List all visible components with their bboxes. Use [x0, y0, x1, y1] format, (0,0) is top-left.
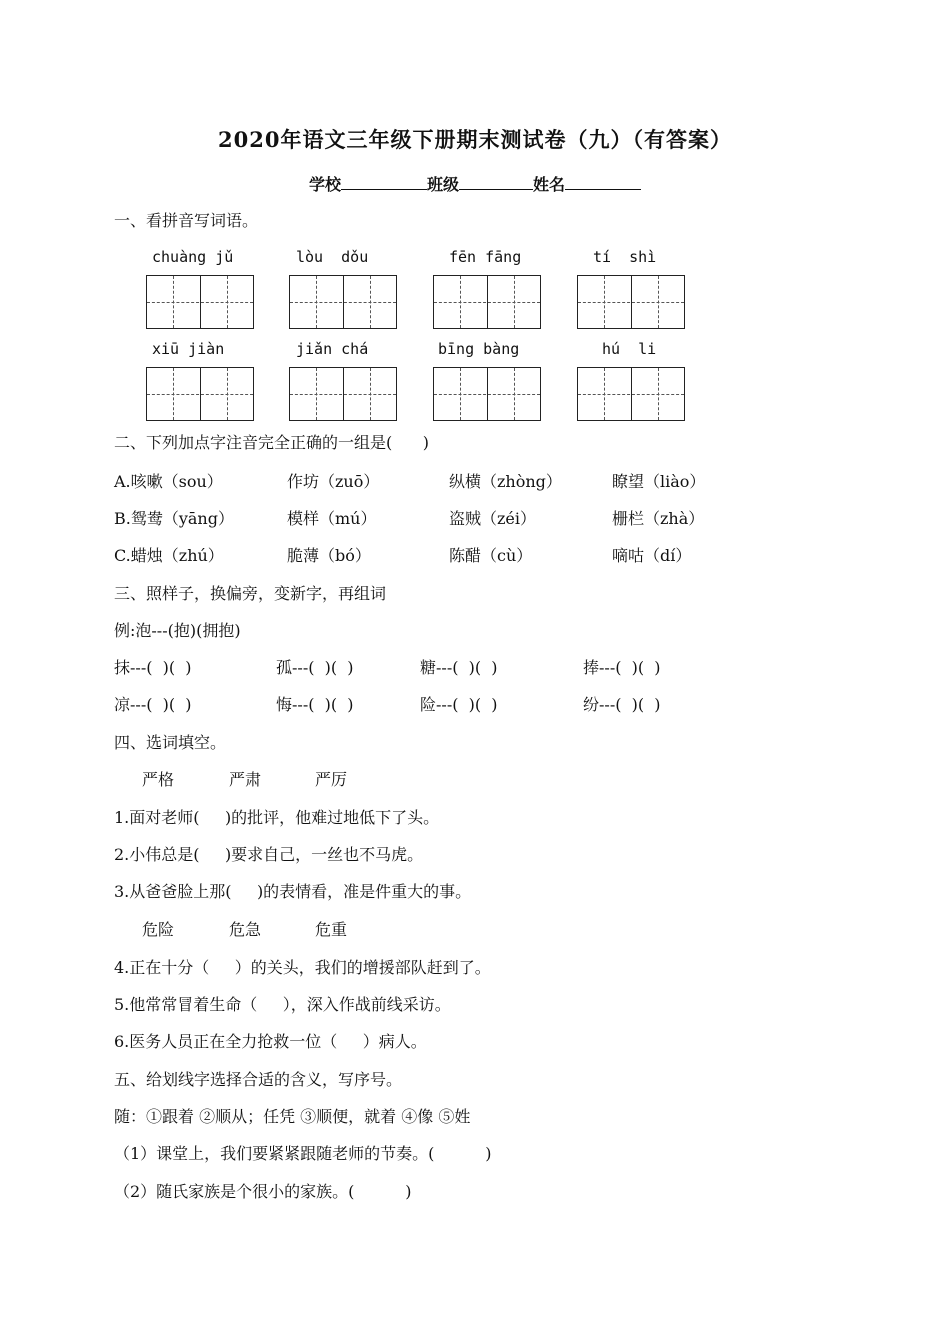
name-label: 姓名 — [533, 175, 566, 194]
fill-question[interactable]: 2.小伟总是( )要求自己，一丝也不马虎。 — [114, 845, 424, 864]
option-c-item: 嘀咕（dí） — [612, 546, 692, 565]
section3-heading: 三、照样子，换偏旁，变新字，再组词 — [114, 584, 387, 603]
option-b-item: B.鸳鸯（yāng） — [114, 509, 234, 528]
option-b-item: 栅栏（zhà） — [612, 509, 705, 528]
page-title: 2020年语文三年级下册期末测试卷（九）（有答案） — [218, 127, 732, 152]
radical-item[interactable]: 抹---( )( ) — [114, 658, 192, 677]
pinyin-label: jiǎn chá — [296, 340, 369, 358]
pinyin-label: tí shì — [593, 248, 657, 266]
section1-heading: 一、看拼音写词语。 — [114, 211, 259, 230]
radical-item[interactable]: 凉---( )( ) — [114, 695, 192, 714]
word-choice: 危重 — [315, 920, 348, 939]
word-choice: 危急 — [229, 920, 262, 939]
option-b-item: 盗贼（zéi） — [449, 509, 537, 528]
radical-item[interactable]: 孤---( )( ) — [276, 658, 354, 677]
fill-question[interactable]: 4.正在十分（ ）的关头，我们的增援部队赶到了。 — [114, 958, 491, 977]
fill-question[interactable]: 5.他常常冒着生命（ ），深入作战前线采访。 — [114, 995, 451, 1014]
writing-grid[interactable] — [433, 275, 541, 329]
pinyin-label: fēn fāng — [449, 248, 522, 266]
meaning-list: 随：①跟着 ②顺从；任凭 ③顺便，就着 ④像 ⑤姓 — [114, 1107, 471, 1126]
section5-heading: 五、给划线字选择合适的含义，写序号。 — [114, 1070, 403, 1089]
word-choice: 严厉 — [315, 770, 348, 789]
radical-item[interactable]: 糖---( )( ) — [420, 658, 498, 677]
section4-heading: 四、选词填空。 — [114, 733, 227, 752]
school-label: 学校 — [308, 175, 341, 194]
writing-grid[interactable] — [146, 275, 254, 329]
writing-grid[interactable] — [433, 367, 541, 421]
radical-item[interactable]: 捧---( )( ) — [583, 658, 661, 677]
option-c-item: C.蜡烛（zhú） — [114, 546, 224, 565]
meaning-question[interactable]: （1）课堂上，我们要紧紧跟随老师的节奏。( ) — [114, 1144, 492, 1163]
example-line: 例:泡---(抱)(拥抱) — [114, 621, 241, 640]
word-choice: 严肃 — [229, 770, 262, 789]
writing-grid[interactable] — [577, 275, 685, 329]
name-blank[interactable] — [565, 175, 641, 190]
writing-grid[interactable] — [289, 275, 397, 329]
writing-grid[interactable] — [577, 367, 685, 421]
option-a-item: 作坊（zuō） — [287, 472, 380, 491]
writing-grid[interactable] — [289, 367, 397, 421]
student-info-line — [0, 172, 950, 195]
writing-grid[interactable] — [146, 367, 254, 421]
pinyin-label: hú li — [602, 340, 657, 358]
meaning-question[interactable]: （2）随氏家族是个很小的家族。( ) — [114, 1182, 412, 1201]
pinyin-label: xiū jiàn — [152, 340, 225, 358]
class-blank[interactable] — [459, 175, 533, 190]
radical-item[interactable]: 险---( )( ) — [420, 695, 498, 714]
option-a-item: 瞭望（liào） — [612, 472, 706, 491]
pinyin-label: bīng bàng — [438, 340, 520, 358]
radical-item[interactable]: 纷---( )( ) — [583, 695, 661, 714]
fill-question[interactable]: 1.面对老师( )的批评，他难过地低下了头。 — [114, 808, 440, 827]
word-choice: 严格 — [142, 770, 175, 789]
option-c-item: 脆薄（bó） — [287, 546, 371, 565]
section2-heading: 二、下列加点字注音完全正确的一组是( ) — [114, 433, 430, 452]
pinyin-label: chuàng jǔ — [152, 248, 234, 266]
school-blank[interactable] — [341, 175, 427, 190]
radical-item[interactable]: 悔---( )( ) — [276, 695, 354, 714]
option-a-item: A.咳嗽（sou） — [114, 472, 223, 491]
option-c-item: 陈醋（cù） — [449, 546, 533, 565]
fill-question[interactable]: 3.从爸爸脸上那( )的表情看，准是件重大的事。 — [114, 882, 472, 901]
fill-question[interactable]: 6.医务人员正在全力抢救一位（ ）病人。 — [114, 1032, 427, 1051]
pinyin-label: lòu dǒu — [296, 248, 369, 266]
word-choice: 危险 — [142, 920, 175, 939]
option-b-item: 模样（mú） — [287, 509, 377, 528]
option-a-item: 纵横（zhòng） — [449, 472, 562, 491]
class-label: 班级 — [426, 175, 459, 194]
